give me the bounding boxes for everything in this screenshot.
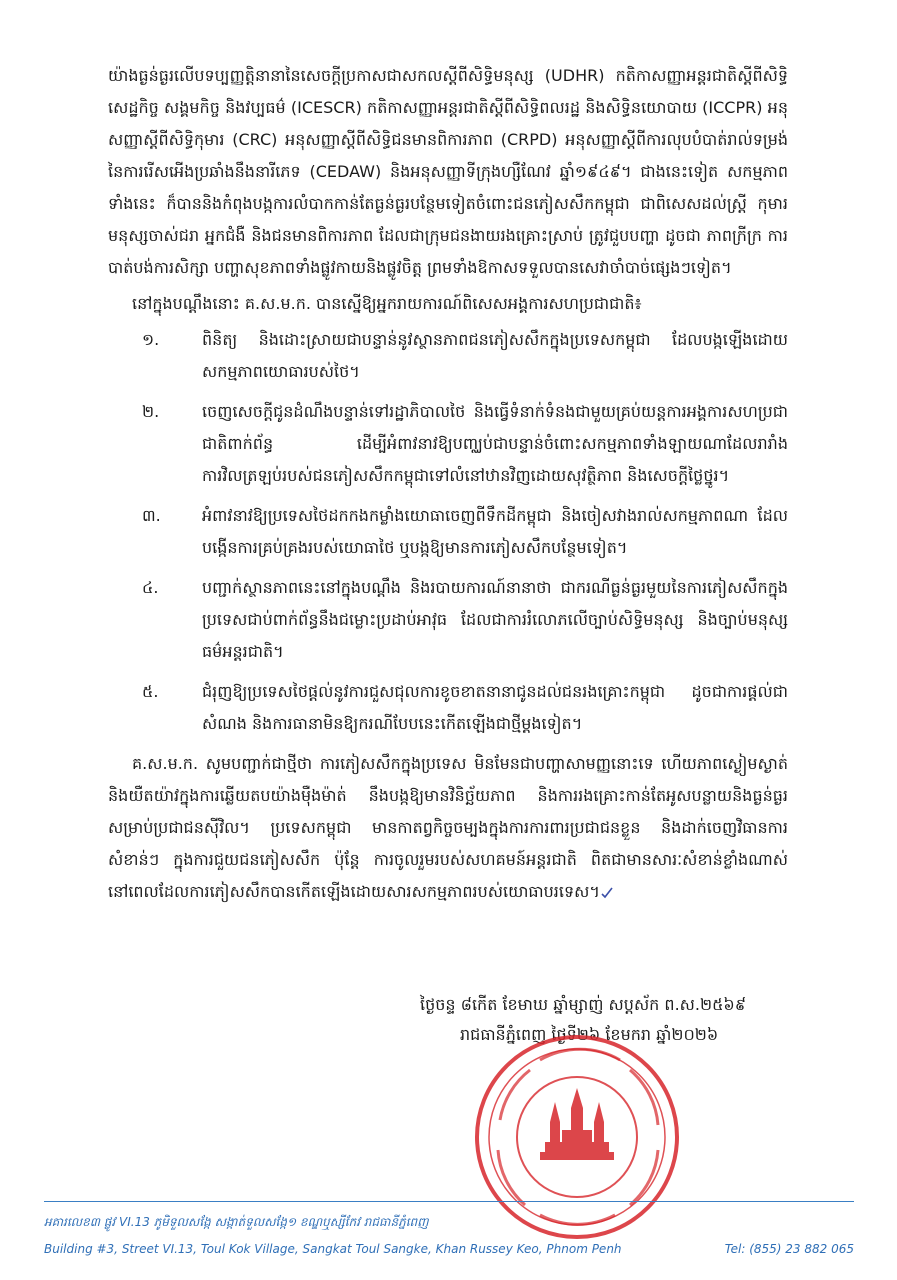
footer-divider xyxy=(44,1201,854,1202)
list-number: ៣. xyxy=(142,506,161,525)
paragraph-3-text: គ.ស.ម.ក. សូមបញ្ជាក់ជាថ្មីថា ការភៀសសឹកក្នុងប្រទេស មិនមែនជាបញ្ហាសាមញ្ញនោះទេ ហើយភាពស្ងៀមស្ងាត់ និងយឺតយ៉ាវក្នុងការឆ្លើយតបយ៉ាងម៉ឺងម៉ាត់ នឹងបង្កឱ្យមានវិនិច្ឆ័យភាព និងការរងគ្រោះកាន់តែអូសបន្លាយនិងធ្ងន់ធ្ងរសម្រាប់ប្រជាជនស៊ីវិល។ ប្រទេសកម្ពុជា មានកាតព្វកិច្ចចម្បងក្នុងការការពារប្រជាជនខ្លួន និងដាក់ចេញវិធានការសំខាន់ៗ ក្នុងការជួយជនភៀសសឹក ប៉ុន្តែ ការចូលរួមរបស់សហគមន៍អន្តរជាតិ ពិតជាមានសារៈសំខាន់ខ្លាំងណាស់ នៅពេលដែលការភៀសសឹកបានកើតឡើងដោយសារសកម្មភាពរបស់យោធាបរទេស។ xyxy=(108,754,788,901)
footer-telephone: Tel: (855) 23 882 065 xyxy=(724,1242,854,1256)
paragraph-2: នៅក្នុងបណ្តឹងនោះ គ.ស.ម.ក. បានស្នើឱ្យអ្នករាយការណ៍ពិសេសអង្គការសហប្រជាជាតិ៖ xyxy=(132,294,642,313)
list-text: បញ្ជាក់ស្ថានភាពនេះនៅក្នុងបណ្តឹង និងរបាយការណ៍នានាថា ជាករណីធ្ងន់ធ្ងរមួយនៃការភៀសសឹកក្នុងប្រទេសជាប់ពាក់ព័ន្ធនឹងជម្លោះប្រដាប់អាវុធ ដែលជាការរំលោភលើច្បាប់សិទ្ធិមនុស្ស និងច្បាប់មនុស្សធម៌អន្តរជាតិ។ xyxy=(202,578,788,661)
footer-address-khmer: អគារលេខ៣ ផ្លូវ VI.13 ភូមិទួលសង្កែ សង្កាត់ទួលសង្កែ១ ខណ្ឌឬស្សីកែវ រាជធានីភ្នំពេញ xyxy=(44,1215,429,1229)
list-item xyxy=(108,324,788,388)
place-date: រាជធានីភ្នំពេញ ថ្ងៃទី២៦ ខែមករា ឆ្នាំ២០២៦ xyxy=(460,1025,719,1044)
letter-body xyxy=(108,60,788,912)
list-item xyxy=(108,676,788,740)
footer-address-english: Building #3, Street VI.13, Toul Kok Village, Sangkat Toul Sangke, Khan Russey Keo, Phnom Penh xyxy=(44,1242,622,1256)
list-number: ២. xyxy=(142,402,160,421)
list-text: ជំរុញឱ្យប្រទេសថៃផ្តល់នូវការជួសជុលការខូចខាតនានាជូនដល់ជនរងគ្រោះកម្ពុជា ដូចជាការផ្តល់ជាសំណង និងការធានាមិនឱ្យករណីបែបនេះកើតឡើងជាថ្មីម្តងទៀត។ xyxy=(202,682,788,733)
list-text: អំពាវនាវឱ្យប្រទេសថៃដកកងកម្លាំងយោធាចេញពីទឹកដីកម្ពុជា និងចៀសវាងរាល់សកម្មភាពណា ដែលបង្កើនការគ្រប់គ្រងរបស់យោធាថៃ ឬបង្កឱ្យមានការភៀសសឹកបន្ថែមទៀត។ xyxy=(202,506,788,557)
request-list xyxy=(108,324,788,740)
footer-contact xyxy=(44,1242,854,1256)
paragraph-3 xyxy=(108,748,788,908)
list-number: ១. xyxy=(142,330,160,349)
list-item xyxy=(108,396,788,492)
list-text: ចេញសេចក្តីជូនដំណឹងបន្ទាន់ទៅរដ្ឋាភិបាលថៃ និងធ្វើទំនាក់ទំនងជាមួយគ្រប់យន្តការអង្គការសហប្រជាជាតិពាក់ព័ន្ធ ដើម្បីអំពាវនាវឱ្យបញ្ឈប់ជាបន្ទាន់ចំពោះសកម្មភាពទាំងឡាយណាដែលរារាំងការវិលត្រឡប់របស់ជនភៀសសឹកកម្ពុជាទៅលំនៅឋានវិញដោយសុវត្ថិភាព និងសេចក្តីថ្លៃថ្នូរ។ xyxy=(202,402,788,485)
list-item xyxy=(108,572,788,668)
paragraph-1: យ៉ាងធ្ងន់ធ្ងរលើបទប្បញ្ញត្តិនានានៃសេចក្តីប្រកាសជាសកលស្តីពីសិទ្ធិមនុស្ស (UDHR) កតិកាសញ្ញាអន្តរជាតិស្តីពីសិទ្ធិសេដ្ឋកិច្ច សង្គមកិច្ច និងវប្បធម៌ (ICESCR) កតិកាសញ្ញាអន្តរជាតិស្តីពីសិទ្ធិពលរដ្ឋ និងសិទ្ធិនយោបាយ (ICCPR) អនុសញ្ញាស្តីពីសិទ្ធិកុមារ (CRC) អនុសញ្ញាស្តីពីសិទ្ធិជនមានពិការភាព (CRPD) អនុសញ្ញាស្តីពីការលុបបំបាត់រាល់ទម្រង់នៃការរើសអើងប្រឆាំងនឹងនារីភេទ (CEDAW) និងអនុសញ្ញាទីក្រុងហ្សឺណែវ ឆ្នាំ១៩៤៩។ ជាងនេះទៀត សកម្មភាពទាំងនេះ ក៏បាននិងកំពុងបង្កការលំបាកកាន់តែធ្ងន់ធ្ងរបន្ថែមទៀតចំពោះជនភៀសសឹកកម្ពុជា ជាពិសេសដល់ស្ត្រី កុមារ មនុស្សចាស់ជរា អ្នកជំងឺ និងជនមានពិការភាព ដែលជាក្រុមជនងាយរងគ្រោះស្រាប់ ត្រូវជួបបញ្ហា ដូចជា ភាពក្រីក្រ ការបាត់បង់ការសិក្សា បញ្ហាសុខភាពទាំងផ្លូវកាយនិងផ្លូវចិត្ត ព្រមទាំងឱកាសទទួលបានសេវាចាំបាច់ផ្សេងៗទៀត។ xyxy=(108,66,789,277)
list-number: ៥. xyxy=(142,682,159,701)
lunar-date: ថ្ងៃចន្ទ ៨កើត ខែមាឃ ឆ្នាំម្សាញ់ សប្តស័ក ព.ស.២៥៦៩ xyxy=(420,995,747,1014)
signature-mark-icon xyxy=(600,886,614,900)
list-text: ពិនិត្យ និងដោះស្រាយជាបន្ទាន់នូវស្ថានភាពជនភៀសសឹកក្នុងប្រទេសកម្ពុជា ដែលបង្កឡើងដោយសកម្មភាពយោធារបស់ថៃ។ xyxy=(202,330,788,381)
list-number: ៤. xyxy=(142,578,159,597)
official-seal-icon xyxy=(470,1030,685,1245)
list-item xyxy=(108,500,788,564)
